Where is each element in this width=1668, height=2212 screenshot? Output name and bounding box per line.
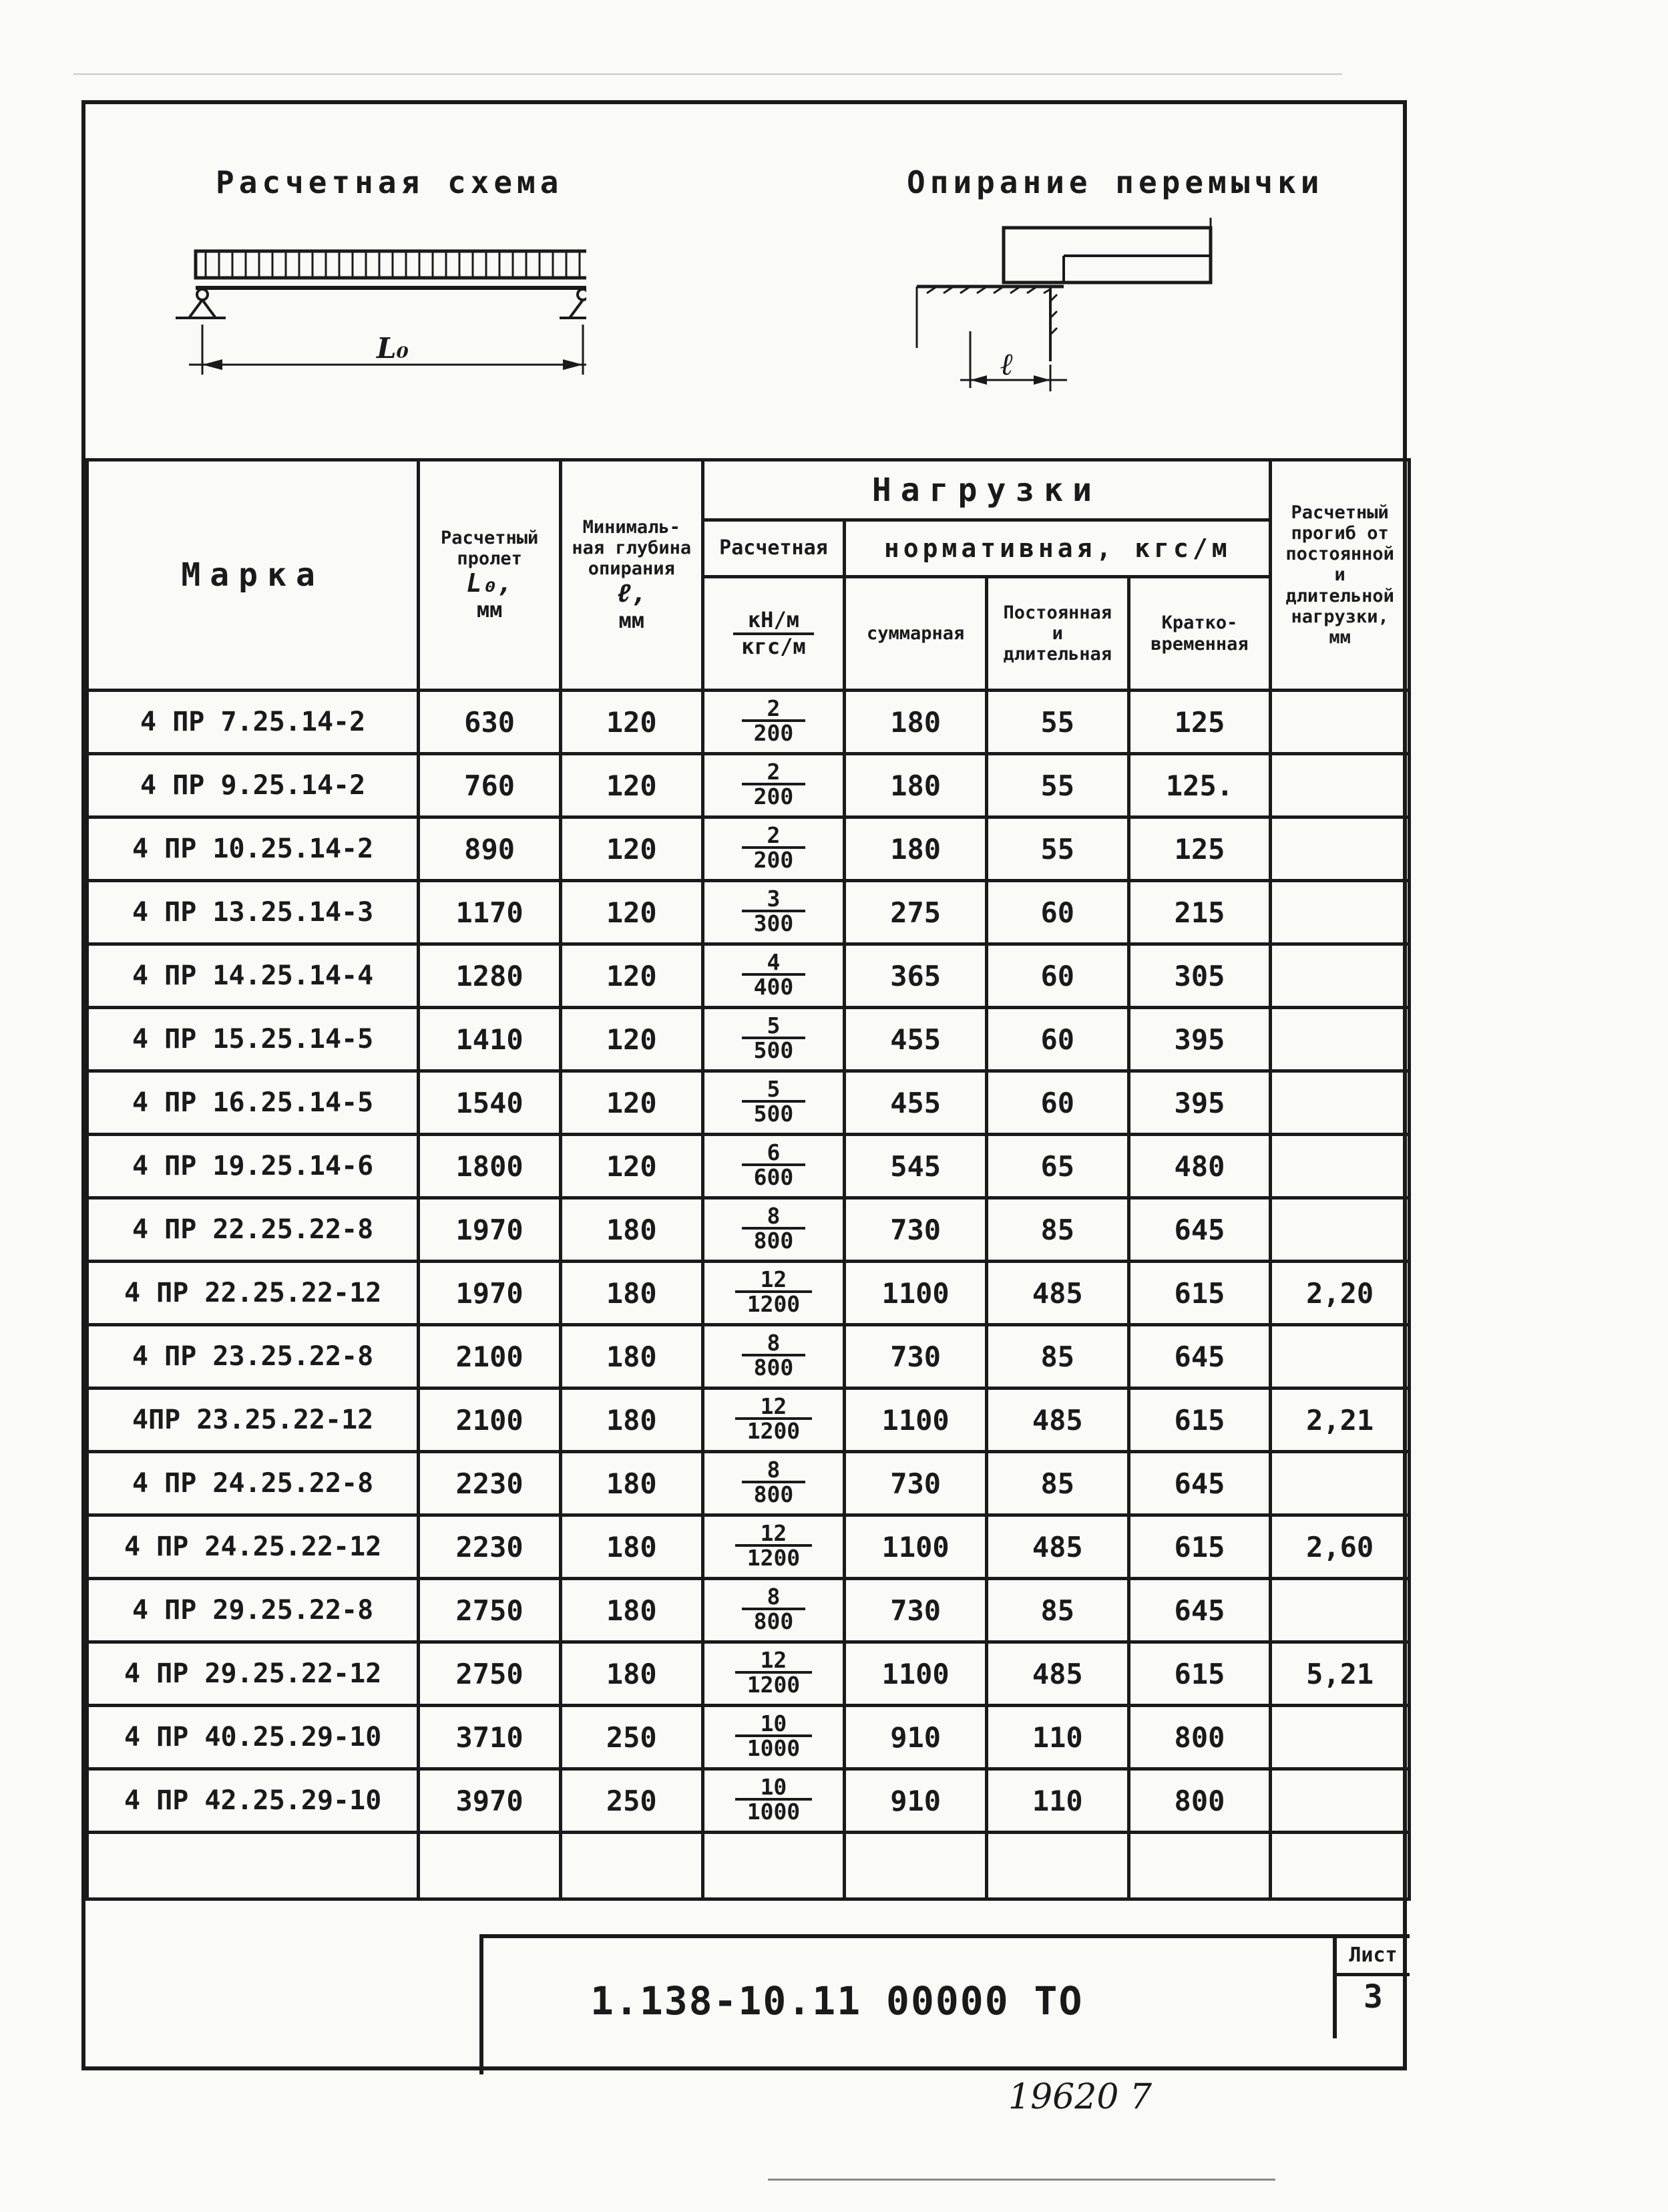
mark-cell: 4 ПР 16.25.14-5: [87, 1071, 419, 1135]
depth-cell: 120: [560, 754, 702, 817]
short-term-load-cell: 125: [1128, 817, 1271, 881]
depth-cell: 180: [560, 1198, 702, 1262]
table-row: [87, 691, 1410, 754]
short-term-load-cell: 395: [1128, 1071, 1271, 1135]
deflection-cell: 5,21: [1271, 1642, 1410, 1706]
design-load-cell: [702, 1008, 845, 1071]
design-load-kn: 8: [742, 1459, 806, 1483]
depth-cell: 180: [560, 1642, 702, 1706]
table-row: [87, 1579, 1410, 1642]
permanent-load-cell: 60: [986, 881, 1128, 944]
table-row: [87, 1642, 1410, 1706]
depth-cell: 120: [560, 691, 702, 754]
total-load-cell: 910: [845, 1769, 987, 1833]
deflection-cell: [1271, 1198, 1410, 1262]
design-load-kgf: 600: [753, 1163, 794, 1190]
design-load-kgf: 1000: [747, 1734, 801, 1761]
design-load-kn: 3: [742, 888, 806, 912]
total-load-header: суммарная: [845, 577, 987, 691]
design-load-kgf: 800: [753, 1354, 794, 1380]
span-cell: 1970: [419, 1198, 561, 1262]
permanent-load-cell: 85: [986, 1452, 1128, 1515]
table-row: [87, 881, 1410, 944]
design-load-kgf: 200: [753, 719, 794, 746]
deflection-cell: [1271, 1325, 1410, 1389]
permanent-load-cell: 55: [986, 754, 1128, 817]
design-load-kgf: 1200: [747, 1671, 801, 1698]
depth-cell: 120: [560, 1071, 702, 1135]
mark-cell: 4ПР 23.25.22-12: [87, 1389, 419, 1452]
sheet-number: 3: [1364, 1978, 1383, 2016]
span-cell: 1170: [419, 881, 561, 944]
total-load-cell: 730: [845, 1325, 987, 1389]
lintel-spec-table: [85, 458, 1411, 1901]
design-load-cell: [702, 754, 845, 817]
table-row: [87, 1706, 1410, 1769]
design-load-kn: 12: [735, 1649, 812, 1674]
total-load-cell: 180: [845, 691, 987, 754]
design-load-kgf: 200: [753, 783, 794, 809]
total-load-cell: 365: [845, 944, 987, 1008]
short-term-load-cell: 215: [1128, 881, 1271, 944]
span-cell: 2100: [419, 1325, 561, 1389]
design-load-kgf: 500: [753, 1100, 794, 1127]
table-row: [87, 754, 1410, 817]
design-load-cell: [702, 1515, 845, 1579]
short-term-load-cell: 645: [1128, 1579, 1271, 1642]
short-term-load-cell: 800: [1128, 1769, 1271, 1833]
loads-header: Нагрузки: [702, 460, 1271, 520]
depth-cell: 250: [560, 1769, 702, 1833]
schemes-area: [85, 104, 1403, 458]
deflection-cell: [1271, 881, 1410, 944]
normative-load-header: нормативная, кгс/м: [845, 520, 1271, 577]
design-load-kn: 4: [742, 951, 806, 976]
total-load-cell: 455: [845, 1008, 987, 1071]
design-scheme-diagram: [172, 238, 586, 411]
permanent-load-cell: 485: [986, 1262, 1128, 1325]
depth-label: ℓ: [1000, 346, 1014, 382]
deflection-cell: [1271, 1769, 1410, 1833]
design-load-cell: [702, 1452, 845, 1515]
total-load-cell: 545: [845, 1135, 987, 1198]
depth-cell: 180: [560, 1262, 702, 1325]
mark-cell: 4 ПР 14.25.14-4: [87, 944, 419, 1008]
mark-cell: 4 ПР 22.25.22-12: [87, 1262, 419, 1325]
permanent-load-cell: 485: [986, 1515, 1128, 1579]
total-load-cell: 1100: [845, 1389, 987, 1452]
mark-cell: 4 ПР 13.25.14-3: [87, 881, 419, 944]
deflection-cell: [1271, 1452, 1410, 1515]
total-load-cell: 180: [845, 817, 987, 881]
table-row: [87, 1389, 1410, 1452]
design-load-kn: 2: [742, 761, 806, 785]
total-load-cell: 455: [845, 1071, 987, 1135]
span-cell: 1280: [419, 944, 561, 1008]
span-cell: 2230: [419, 1452, 561, 1515]
span-cell: 2750: [419, 1642, 561, 1706]
col-depth-header: Минималь- ная глубина опирания ℓ, мм: [560, 460, 702, 691]
span-cell: 1540: [419, 1071, 561, 1135]
short-term-load-cell: 615: [1128, 1515, 1271, 1579]
permanent-load-cell: 60: [986, 1071, 1128, 1135]
span-cell: 3970: [419, 1769, 561, 1833]
mark-cell: 4 ПР 29.25.22-8: [87, 1579, 419, 1642]
deflection-cell: 2,20: [1271, 1262, 1410, 1325]
sheet-number-box: [1333, 1938, 1410, 2038]
design-load-kn: 2: [742, 824, 806, 849]
design-load-kgf: 500: [753, 1037, 794, 1063]
design-load-kgf: 400: [753, 973, 794, 1000]
short-term-load-header: Кратко- временная: [1128, 577, 1271, 691]
span-cell: 2100: [419, 1389, 561, 1452]
permanent-load-cell: 85: [986, 1579, 1128, 1642]
span-cell: 630: [419, 691, 561, 754]
mark-cell: 4 ПР 9.25.14-2: [87, 754, 419, 817]
table-row: [87, 1135, 1410, 1198]
span-cell: 2750: [419, 1579, 561, 1642]
col-deflection-header: Расчетный прогиб от постоянной и длительной нагрузки, мм: [1271, 460, 1410, 691]
scheme-title: Расчетная схема: [216, 164, 564, 200]
deflection-cell: [1271, 1579, 1410, 1642]
table-row: [87, 1769, 1410, 1833]
mark-cell: 4 ПР 10.25.14-2: [87, 817, 419, 881]
permanent-load-cell: 110: [986, 1706, 1128, 1769]
design-load-kgf: 200: [753, 846, 794, 873]
span-cell: 760: [419, 754, 561, 817]
design-load-cell: [702, 1389, 845, 1452]
permanent-load-cell: 65: [986, 1135, 1128, 1198]
design-load-cell: [702, 1325, 845, 1389]
deflection-cell: [1271, 691, 1410, 754]
span-cell: 3710: [419, 1706, 561, 1769]
design-load-cell: [702, 1706, 845, 1769]
design-load-kn: 2: [742, 697, 806, 722]
scan-bottom-line: [768, 2179, 1275, 2181]
design-load-cell: [702, 1769, 845, 1833]
mark-cell: 4 ПР 42.25.29-10: [87, 1769, 419, 1833]
inventory-number: 19620 7: [1008, 2077, 1153, 2117]
design-load-kgf: 800: [753, 1481, 794, 1507]
support-title: Опирание перемычки: [907, 164, 1324, 200]
design-load-kgf: 1200: [747, 1544, 801, 1571]
design-load-kn: 8: [742, 1205, 806, 1230]
depth-cell: 180: [560, 1579, 702, 1642]
permanent-load-cell: 85: [986, 1198, 1128, 1262]
table-row: [87, 944, 1410, 1008]
permanent-load-cell: 485: [986, 1642, 1128, 1706]
design-load-cell: [702, 817, 845, 881]
total-load-cell: 730: [845, 1452, 987, 1515]
design-load-kn: 10: [735, 1712, 812, 1737]
short-term-load-cell: 645: [1128, 1198, 1271, 1262]
design-load-cell: [702, 691, 845, 754]
depth-cell: 180: [560, 1389, 702, 1452]
permanent-load-header: Постоянная и длительная: [986, 577, 1128, 691]
design-load-kn: 12: [735, 1522, 812, 1547]
permanent-load-cell: 485: [986, 1389, 1128, 1452]
short-term-load-cell: 800: [1128, 1706, 1271, 1769]
mark-cell: 4 ПР 29.25.22-12: [87, 1642, 419, 1706]
title-block: [479, 1934, 1410, 2074]
design-load-kn: 10: [735, 1776, 812, 1801]
design-load-kn: 6: [742, 1141, 806, 1166]
depth-cell: 180: [560, 1515, 702, 1579]
depth-cell: 180: [560, 1452, 702, 1515]
total-load-cell: 1100: [845, 1642, 987, 1706]
design-units-header: $\frac{кН/м}{\text{кгс/м}}$: [702, 577, 845, 691]
design-load-kgf: 300: [753, 910, 794, 936]
design-load-cell: [702, 1198, 845, 1262]
design-load-kn: 8: [742, 1586, 806, 1610]
design-load-cell: [702, 944, 845, 1008]
span-label: L₀: [377, 332, 409, 365]
depth-cell: 120: [560, 1135, 702, 1198]
permanent-load-cell: 110: [986, 1769, 1128, 1833]
short-term-load-cell: 615: [1128, 1389, 1271, 1452]
design-load-kn: 12: [735, 1268, 812, 1293]
design-load-cell: [702, 1579, 845, 1642]
deflection-cell: [1271, 1071, 1410, 1135]
design-load-kn: 5: [742, 1078, 806, 1103]
design-load-kgf: 1000: [747, 1798, 801, 1825]
depth-cell: 250: [560, 1706, 702, 1769]
short-term-load-cell: 125: [1128, 691, 1271, 754]
deflection-cell: 2,60: [1271, 1515, 1410, 1579]
table-row: [87, 1515, 1410, 1579]
col-span-header: Расчетный пролет L₀, мм: [419, 460, 561, 691]
span-cell: 890: [419, 817, 561, 881]
table-row: [87, 1198, 1410, 1262]
total-load-cell: 730: [845, 1579, 987, 1642]
total-load-cell: 730: [845, 1198, 987, 1262]
col-mark-header: Марка: [87, 460, 419, 691]
total-load-cell: 275: [845, 881, 987, 944]
short-term-load-cell: 305: [1128, 944, 1271, 1008]
scan-top-line: [73, 73, 1342, 75]
sheet-label: Лист: [1337, 1938, 1410, 1976]
design-load-cell: [702, 1071, 845, 1135]
short-term-load-cell: 125.: [1128, 754, 1271, 817]
depth-cell: 180: [560, 1325, 702, 1389]
mark-cell: 4 ПР 22.25.22-8: [87, 1198, 419, 1262]
permanent-load-cell: 60: [986, 944, 1128, 1008]
permanent-load-cell: 55: [986, 817, 1128, 881]
design-load-cell: [702, 1135, 845, 1198]
permanent-load-cell: 60: [986, 1008, 1128, 1071]
mark-cell: 4 ПР 24.25.22-8: [87, 1452, 419, 1515]
design-load-cell: [702, 881, 845, 944]
short-term-load-cell: 645: [1128, 1452, 1271, 1515]
mark-cell: 4 ПР 24.25.22-12: [87, 1515, 419, 1579]
design-load-cell: [702, 1642, 845, 1706]
permanent-load-cell: 55: [986, 691, 1128, 754]
span-cell: 2230: [419, 1515, 561, 1579]
design-load-kn: 5: [742, 1015, 806, 1039]
permanent-load-cell: 85: [986, 1325, 1128, 1389]
drawing-sheet: [81, 100, 1407, 2070]
deflection-cell: [1271, 754, 1410, 817]
span-cell: 1410: [419, 1008, 561, 1071]
deflection-cell: [1271, 1008, 1410, 1071]
mark-cell: 4 ПР 40.25.29-10: [87, 1706, 419, 1769]
mark-cell: 4 ПР 19.25.14-6: [87, 1135, 419, 1198]
design-load-kn: 8: [742, 1332, 806, 1356]
short-term-load-cell: 395: [1128, 1008, 1271, 1071]
total-load-cell: 1100: [845, 1515, 987, 1579]
table-row: [87, 1452, 1410, 1515]
total-load-cell: 1100: [845, 1262, 987, 1325]
deflection-cell: 2,21: [1271, 1389, 1410, 1452]
design-load-cell: [702, 1262, 845, 1325]
deflection-cell: [1271, 817, 1410, 881]
short-term-load-cell: 615: [1128, 1262, 1271, 1325]
blank-row: [87, 1833, 1410, 1899]
deflection-cell: [1271, 1706, 1410, 1769]
design-load-kgf: 800: [753, 1608, 794, 1634]
design-load-header: Расчетная: [702, 520, 845, 577]
depth-cell: 120: [560, 944, 702, 1008]
lintel-support-diagram: [907, 214, 1281, 428]
mark-cell: 4 ПР 7.25.14-2: [87, 691, 419, 754]
table-row: [87, 1325, 1410, 1389]
depth-cell: 120: [560, 881, 702, 944]
table-row: [87, 1262, 1410, 1325]
span-cell: 1800: [419, 1135, 561, 1198]
document-code: 1.138-10.11 00000 ТО: [590, 1978, 1084, 2024]
design-load-kgf: 1200: [747, 1290, 801, 1317]
design-load-kn: 12: [735, 1395, 812, 1420]
short-term-load-cell: 480: [1128, 1135, 1271, 1198]
total-load-cell: 910: [845, 1706, 987, 1769]
design-load-kgf: 800: [753, 1227, 794, 1254]
design-load-kgf: 1200: [747, 1417, 801, 1444]
deflection-cell: [1271, 1135, 1410, 1198]
short-term-load-cell: 645: [1128, 1325, 1271, 1389]
table-row: [87, 1071, 1410, 1135]
mark-cell: 4 ПР 15.25.14-5: [87, 1008, 419, 1071]
depth-cell: 120: [560, 817, 702, 881]
depth-cell: 120: [560, 1008, 702, 1071]
short-term-load-cell: 615: [1128, 1642, 1271, 1706]
mark-cell: 4 ПР 23.25.22-8: [87, 1325, 419, 1389]
table-row: [87, 817, 1410, 881]
span-cell: 1970: [419, 1262, 561, 1325]
deflection-cell: [1271, 944, 1410, 1008]
table-row: [87, 1008, 1410, 1071]
total-load-cell: 180: [845, 754, 987, 817]
